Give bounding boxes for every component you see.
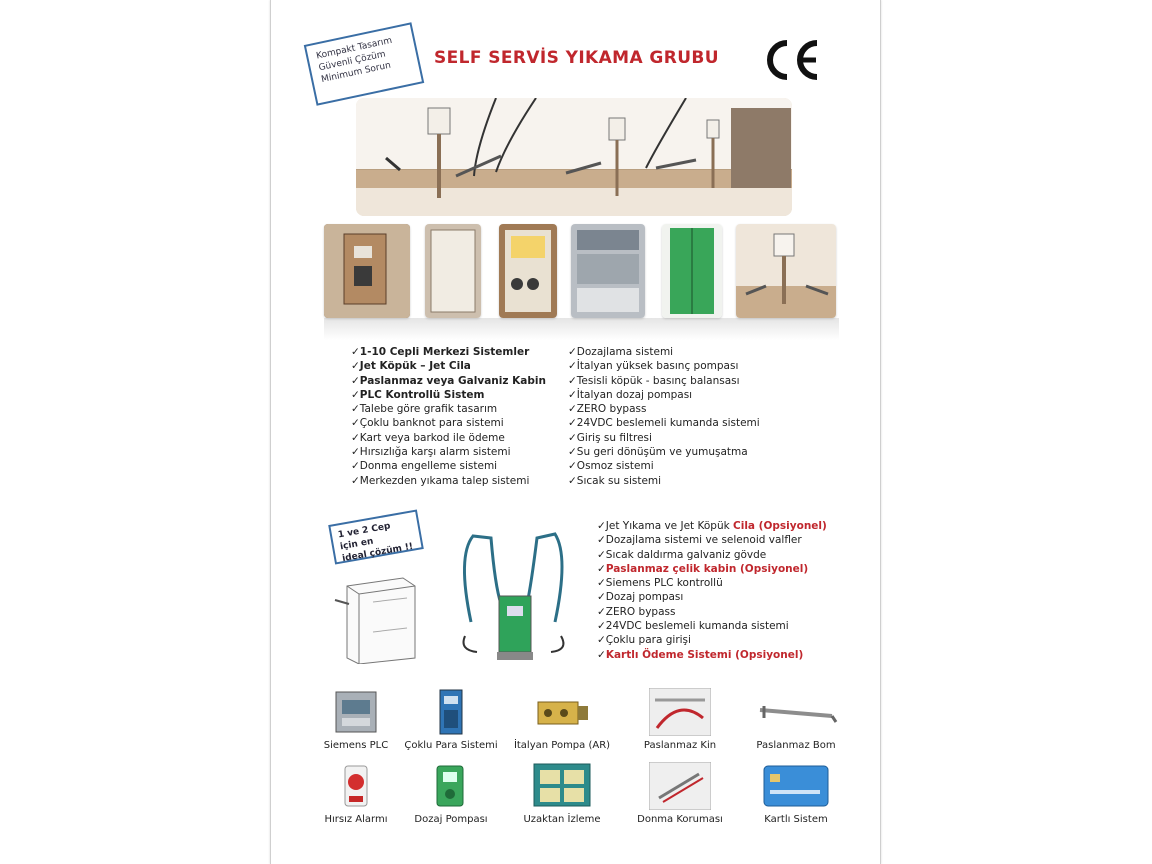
- money-acceptor-icon: [396, 688, 506, 736]
- frost-protection-icon: [625, 762, 735, 810]
- feature-item: ✓Hırsızlığa karşı alarm sistemi: [351, 446, 511, 459]
- thumb-wash-bay: [736, 224, 836, 318]
- thumbnail-reflection: [324, 318, 839, 340]
- feature-item: ✓İtalyan dozaj pompası: [568, 388, 693, 401]
- feature-item: ✓Su geri dönüşüm ve yumuşatma: [568, 446, 748, 459]
- plc-module-icon: [301, 688, 411, 736]
- component-frost-protection: Donma Koruması: [625, 762, 735, 825]
- features-left-list: [351, 345, 546, 488]
- car-wash-bay-illustration: [356, 98, 792, 216]
- component-remote-monitoring: Uzaktan İzleme: [507, 762, 617, 825]
- brochure-page: [270, 0, 881, 864]
- feature-item: ✓1-10 Cepli Merkezi Sistemler: [351, 346, 530, 358]
- cabinet-line-drawing: [333, 572, 421, 664]
- station-feature-item: ✓Dozajlama sistemi ve selenoid valfler: [597, 534, 802, 547]
- steel-hose-icon: [625, 688, 735, 736]
- feature-item: ✓Jet Köpük – Jet Cila: [351, 360, 471, 373]
- component-stainless-hose: Paslanmaz Kin: [625, 688, 735, 751]
- feature-item: ✓Paslanmaz veya Galvaniz Kabin: [351, 374, 546, 387]
- feature-item: ✓Donma engelleme sistemi: [351, 460, 498, 473]
- station-feature-item: ✓Çoklu para girişi: [597, 634, 691, 647]
- product-thumbnails: [324, 224, 839, 320]
- feature-item: ✓İtalyan yüksek basınç pompası: [568, 360, 739, 373]
- station-feature-item: ✓Kartlı Ödeme Sistemi (Opsiyonel): [597, 648, 804, 661]
- wash-station-illustration: [451, 526, 576, 664]
- feature-item: ✓24VDC beslemeli kumanda sistemi: [568, 417, 760, 430]
- feature-item: ✓Çoklu banknot para sistemi: [351, 417, 504, 430]
- component-card-system: Kartlı Sistem: [741, 762, 851, 825]
- feature-item: ✓Sıcak su sistemi: [568, 474, 662, 487]
- feature-item: ✓Kart veya barkod ile ödeme: [351, 431, 505, 444]
- feature-item: ✓Dozajlama sistemi: [568, 346, 674, 358]
- component-stainless-boom: Paslanmaz Bom: [741, 688, 851, 751]
- ideal-solution-stamp: 1 ve 2 Cep için en ideal çözüm !!: [328, 509, 424, 564]
- station-feature-item: ✓24VDC beslemeli kumanda sistemi: [597, 620, 789, 633]
- station-feature-item: ✓ZERO bypass: [597, 605, 676, 618]
- alarm-siren-icon: [301, 762, 411, 810]
- component-italian-pump: İtalyan Pompa (AR): [507, 688, 617, 751]
- ce-mark-logo: [761, 37, 823, 83]
- station-feature-item: ✓Siemens PLC kontrollü: [597, 577, 723, 590]
- component-theft-alarm: Hırsız Alarmı: [301, 762, 411, 825]
- page-title: SELF SERVİS YIKAMA GRUBU: [434, 48, 719, 68]
- component-money-system: Çoklu Para Sistemi: [396, 688, 506, 751]
- thumb-green-cabinet: [662, 224, 722, 318]
- feature-item: ✓ZERO bypass: [568, 403, 647, 416]
- design-stamp: Kompakt Tasarım Güvenli Çözüm Minimum Sorun: [304, 22, 424, 106]
- features-right-list: [568, 345, 760, 488]
- thumb-cabinet-interior: [499, 224, 557, 318]
- component-dosing-pump: Dozaj Pompası: [396, 762, 506, 825]
- feature-item: ✓Tesisli köpük - basınç balansası: [568, 374, 740, 387]
- feature-item: ✓PLC Kontrollü Sistem: [351, 388, 485, 401]
- feature-item: ✓Talebe göre grafik tasarım: [351, 403, 498, 416]
- component-siemens-plc: Siemens PLC: [301, 688, 411, 751]
- dosing-pump-icon: [396, 762, 506, 810]
- station-features-list: [597, 519, 827, 662]
- feature-item: ✓Osmoz sistemi: [568, 460, 654, 473]
- hero-installation-photo: [356, 98, 792, 216]
- station-feature-item: ✓Jet Yıkama ve Jet Köpük Cila (Opsiyonel): [597, 520, 827, 532]
- feature-item: ✓Merkezden yıkama talep sistemi: [351, 474, 530, 487]
- station-feature-item: ✓Dozaj pompası: [597, 591, 684, 604]
- thumb-cabinet-door: [425, 224, 481, 318]
- thumb-control-panel: [571, 224, 645, 318]
- boom-arm-icon: [741, 688, 851, 736]
- remote-monitor-icon: [507, 762, 617, 810]
- station-feature-item: ✓Paslanmaz çelik kabin (Opsiyonel): [597, 562, 809, 575]
- thumb-cabinet-wall: [324, 224, 410, 318]
- pump-icon: [507, 688, 617, 736]
- feature-item: ✓Giriş su filtresi: [568, 431, 652, 444]
- payment-card-icon: [741, 762, 851, 810]
- station-feature-item: ✓Sıcak daldırma galvaniz gövde: [597, 548, 767, 561]
